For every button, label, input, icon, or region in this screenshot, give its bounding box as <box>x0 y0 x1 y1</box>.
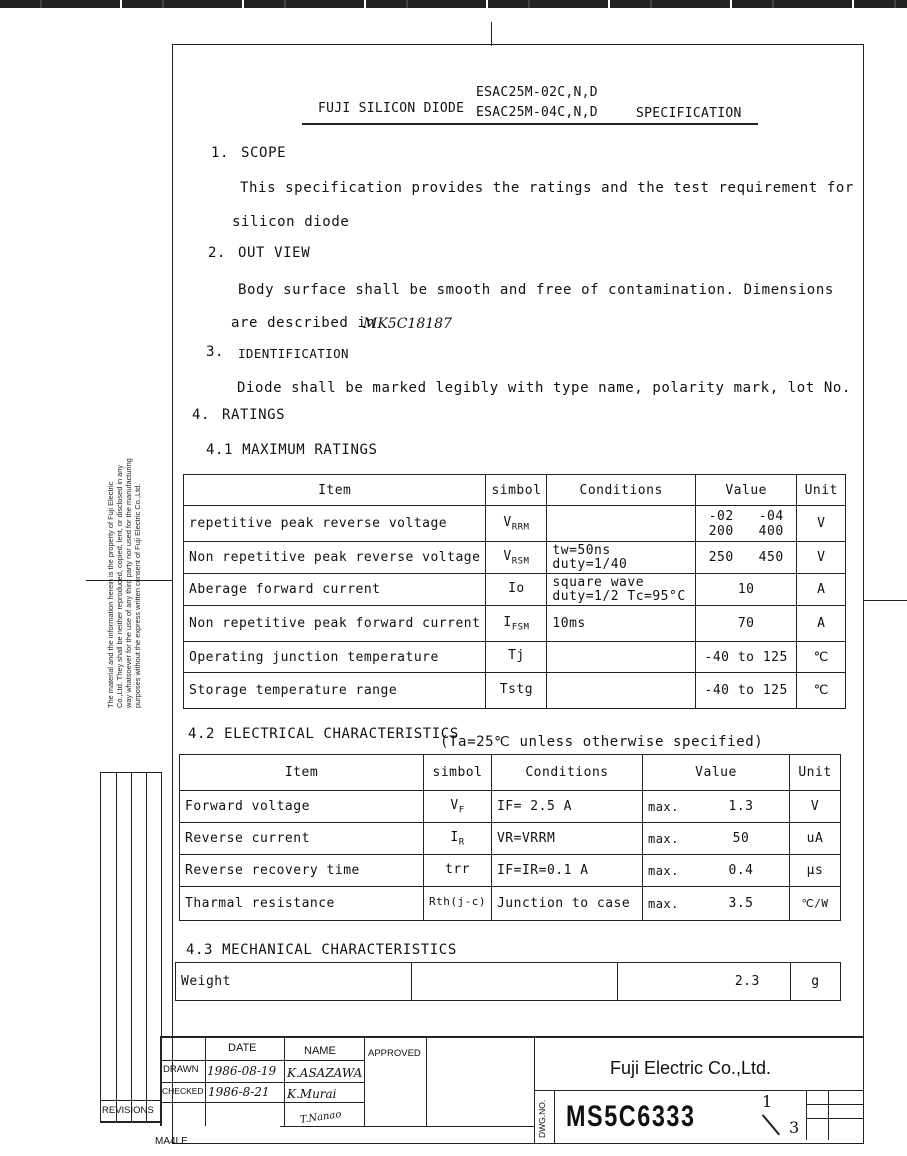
mr-conditions <box>547 642 695 673</box>
mr-symbol <box>486 642 547 673</box>
el-symbol-main: V <box>450 797 459 813</box>
tb-divider <box>100 1122 160 1123</box>
el-header-symbol: simbol <box>424 755 492 791</box>
el-header-item: Item <box>180 755 424 791</box>
el-header-unit: Unit <box>790 755 841 791</box>
proprietary-notice: The material and the information herein is the property of Fuji Electric Co.,Ltd. They shall be neither reproduced, copied, lent, or disclosed in any way whatsoever for the use of any third party nor used for the manufacturing purposes without the express written consent of Fuji Electric Co.,Ltd. <box>106 458 142 708</box>
mr-val-1: 10 <box>737 582 755 597</box>
el-max: max. <box>642 791 693 823</box>
el-symbol <box>424 791 492 823</box>
rev-grid-line <box>131 773 132 1121</box>
el-value: 1.3 <box>693 791 790 823</box>
tb-divider <box>160 1060 364 1061</box>
el-conditions: Junction to case <box>491 887 642 921</box>
mr-item: Aberage forward current <box>184 574 486 606</box>
tb-divider <box>280 1126 534 1127</box>
el-value: 3.5 <box>693 887 790 921</box>
el-max: max. <box>642 855 693 887</box>
rev-grid-line <box>116 773 117 1121</box>
mr-symbol-sub: FSM <box>511 622 530 633</box>
el-max: max. <box>642 823 693 855</box>
mr-cond-1: 10ms <box>552 616 586 631</box>
el-symbol-main: Rth(j-c) <box>429 895 486 909</box>
header-underline <box>302 123 758 125</box>
section-1-text-2: silicon diode <box>232 214 350 230</box>
mr-value <box>695 606 797 642</box>
el-value: 50 <box>693 823 790 855</box>
el-symbol-sub: F <box>458 805 465 816</box>
tb-checked-label: CHECKED <box>162 1086 204 1096</box>
el-conditions: IF=IR=0.1 A <box>491 855 642 887</box>
mr-conditions <box>547 574 695 606</box>
mr-symbol <box>486 673 547 709</box>
table-row <box>180 791 841 823</box>
company-name: Fuji Electric Co.,Ltd. <box>610 1058 772 1078</box>
table-row <box>184 574 846 606</box>
el-max: max. <box>642 887 693 921</box>
tb-divider <box>806 1118 864 1119</box>
section-1-number: 1. <box>211 145 230 161</box>
rev-grid-line <box>101 1100 161 1101</box>
mr-cond-2: duty=1/40 <box>552 556 628 572</box>
title-block-top <box>160 1036 864 1038</box>
mr-unit: V <box>797 542 846 574</box>
tb-drawn-date: 1986-08-19 <box>207 1064 277 1078</box>
section-3-title: IDENTIFICATION <box>238 346 349 361</box>
mech-unit: g <box>790 963 840 1001</box>
section-1-title: SCOPE <box>241 145 287 161</box>
table-row <box>184 506 846 542</box>
tb-divider <box>426 1036 427 1126</box>
table-row <box>184 542 846 574</box>
drawing-reference: MK5C18187 <box>363 316 452 332</box>
el-symbol <box>424 823 492 855</box>
mr-conditions <box>547 506 695 542</box>
section-4-1-title: 4.1 MAXIMUM RATINGS <box>206 442 378 458</box>
mech-item: Weight <box>176 963 412 1001</box>
section-3-number: 3. <box>206 344 225 360</box>
mech-conditions <box>412 963 618 1001</box>
mr-header-conditions: Conditions <box>547 475 695 506</box>
tb-divider <box>534 1090 864 1091</box>
el-unit: μs <box>790 855 841 887</box>
mr-unit: A <box>797 606 846 642</box>
table-row <box>184 673 846 709</box>
mr-val-1: -40 to 125 <box>704 649 788 665</box>
el-conditions: VR=VRRM <box>491 823 642 855</box>
mr-symbol-main: V <box>503 514 512 530</box>
table-row <box>180 887 841 921</box>
mr-cond-1: square wave <box>552 574 645 590</box>
mr-symbol-main: I <box>503 614 512 630</box>
mr-value <box>695 574 797 606</box>
tb-divider <box>160 1082 364 1083</box>
mr-unit: A <box>797 574 846 606</box>
mr-cond-1: tw=50ns <box>552 542 611 558</box>
mr-unit: ℃ <box>797 642 846 673</box>
mr-symbol <box>486 606 547 642</box>
section-2-title: OUT VIEW <box>238 245 311 261</box>
rev-grid-line <box>146 773 147 1121</box>
drawing-number: MS5C6333 <box>566 1100 696 1133</box>
mechanical-table <box>175 962 841 1001</box>
tb-checked-name: K.Murai <box>287 1087 337 1101</box>
section-1-text: This specification provides the ratings and the test requirement for <box>240 180 854 196</box>
revisions-grid <box>100 772 162 1122</box>
mr-conditions <box>547 542 695 574</box>
mr-symbol-main: Tstg <box>499 681 534 697</box>
scan-top-edge <box>0 0 907 8</box>
el-item: Forward voltage <box>180 791 424 823</box>
form-code: MA4LE <box>155 1136 188 1147</box>
el-conditions: IF= 2.5 A <box>491 791 642 823</box>
mr-symbol-sub: RSM <box>511 556 530 567</box>
section-2-text: Body surface shall be smooth and free of contamination. Dimensions <box>238 282 834 298</box>
el-unit: V <box>790 791 841 823</box>
table-row <box>176 963 841 1001</box>
sheet-total: 3 <box>789 1118 800 1137</box>
mr-val-2: 200 400 <box>708 523 784 539</box>
tb-approval-signature: T.Nanao <box>299 1109 343 1126</box>
table-row <box>180 855 841 887</box>
tb-divider <box>205 1036 206 1126</box>
section-3-text: Diode shall be marked legibly with type name, polarity mark, lot No. <box>237 380 851 396</box>
section-4-title: RATINGS <box>222 407 286 423</box>
el-symbol-sub: R <box>458 837 465 848</box>
mr-item: Operating junction temperature <box>184 642 486 673</box>
section-4-number: 4. <box>192 407 211 423</box>
center-mark-top <box>491 22 492 46</box>
el-value: 0.4 <box>693 855 790 887</box>
center-mark-right <box>864 600 907 601</box>
mr-val-1: 250 450 <box>708 550 784 565</box>
table-row <box>184 606 846 642</box>
mr-cond-2: duty=1/2 Tc=95°C <box>552 588 686 604</box>
mr-symbol-main: Tj <box>508 648 525 664</box>
tb-divider <box>806 1090 807 1140</box>
el-item: Tharmal resistance <box>180 887 424 921</box>
tb-drawn-label: DRAWN <box>163 1064 199 1075</box>
tb-drawn-name: K.ASAZAWA <box>287 1066 363 1080</box>
tb-date-label: DATE <box>228 1042 257 1054</box>
mr-header-item: Item <box>184 475 486 506</box>
section-2-number: 2. <box>208 245 227 261</box>
el-symbol-main: trr <box>445 861 470 877</box>
el-unit: uA <box>790 823 841 855</box>
el-item: Reverse current <box>180 823 424 855</box>
mr-header-symbol: simbol <box>486 475 547 506</box>
tb-divider <box>806 1104 864 1105</box>
mr-value <box>695 642 797 673</box>
section-2-text-2: are described in <box>231 315 376 331</box>
mr-symbol <box>486 574 547 606</box>
mr-symbol <box>486 542 547 574</box>
mr-value <box>695 542 797 574</box>
electrical-table <box>179 754 841 921</box>
el-header-conditions: Conditions <box>491 755 642 791</box>
mr-value <box>695 673 797 709</box>
mr-unit: ℃ <box>797 673 846 709</box>
mr-header-value: Value <box>695 475 797 506</box>
tb-divider <box>364 1036 365 1126</box>
max-ratings-table <box>183 474 846 709</box>
section-4-3-title: 4.3 MECHANICAL CHARACTERISTICS <box>186 942 457 958</box>
mr-val-1: 70 <box>737 616 755 631</box>
model-number-2: ESAC25M-04C,N,D <box>476 105 598 120</box>
mr-header-unit: Unit <box>797 475 846 506</box>
tb-dwg-label: DWG.NO. <box>537 1099 547 1138</box>
el-symbol-main: I <box>450 829 459 845</box>
table-row <box>180 823 841 855</box>
mr-symbol-main: V <box>503 548 512 564</box>
tb-divider <box>828 1090 829 1140</box>
mr-symbol-sub: RRM <box>511 522 530 533</box>
mr-item: Storage temperature range <box>184 673 486 709</box>
mr-value <box>695 506 797 542</box>
el-item: Reverse recovery time <box>180 855 424 887</box>
tb-divider <box>160 1102 364 1103</box>
mech-value: 2.3 <box>617 963 790 1001</box>
mr-conditions <box>547 673 695 709</box>
el-symbol <box>424 855 492 887</box>
mr-unit: V <box>797 506 846 542</box>
tb-divider <box>554 1090 555 1144</box>
title-block-left <box>160 1036 162 1126</box>
tb-checked-date: 1986-8-21 <box>208 1085 270 1099</box>
mr-item: repetitive peak reverse voltage <box>184 506 486 542</box>
table-row <box>184 642 846 673</box>
mr-val-1: -40 to 125 <box>704 683 788 698</box>
sheet-number: 1 <box>762 1092 773 1111</box>
mr-val-1: -02 -04 <box>708 508 784 524</box>
tb-revisions-label: REVISIONS <box>102 1105 154 1116</box>
mr-symbol-main: Io <box>508 580 525 596</box>
section-4-2-title: 4.2 ELECTRICAL CHARACTERISTICS <box>188 726 459 742</box>
el-unit: ℃/W <box>790 887 841 921</box>
el-symbol <box>424 887 492 921</box>
el-header-value: Value <box>642 755 789 791</box>
mr-item: Non repetitive peak reverse voltage <box>184 542 486 574</box>
mr-symbol <box>486 506 547 542</box>
header-title: FUJI SILICON DIODE <box>318 101 465 116</box>
tb-name-label: NAME <box>304 1045 336 1057</box>
mr-conditions <box>547 606 695 642</box>
tb-approved-label: APPROVED <box>368 1048 421 1059</box>
tb-divider <box>284 1036 285 1126</box>
mr-item: Non repetitive peak forward current <box>184 606 486 642</box>
header-spec: SPECIFICATION <box>636 106 742 121</box>
section-4-2-conditions: (Ta=25℃ unless otherwise specified) <box>440 734 764 750</box>
model-number-1: ESAC25M-02C,N,D <box>476 85 598 100</box>
